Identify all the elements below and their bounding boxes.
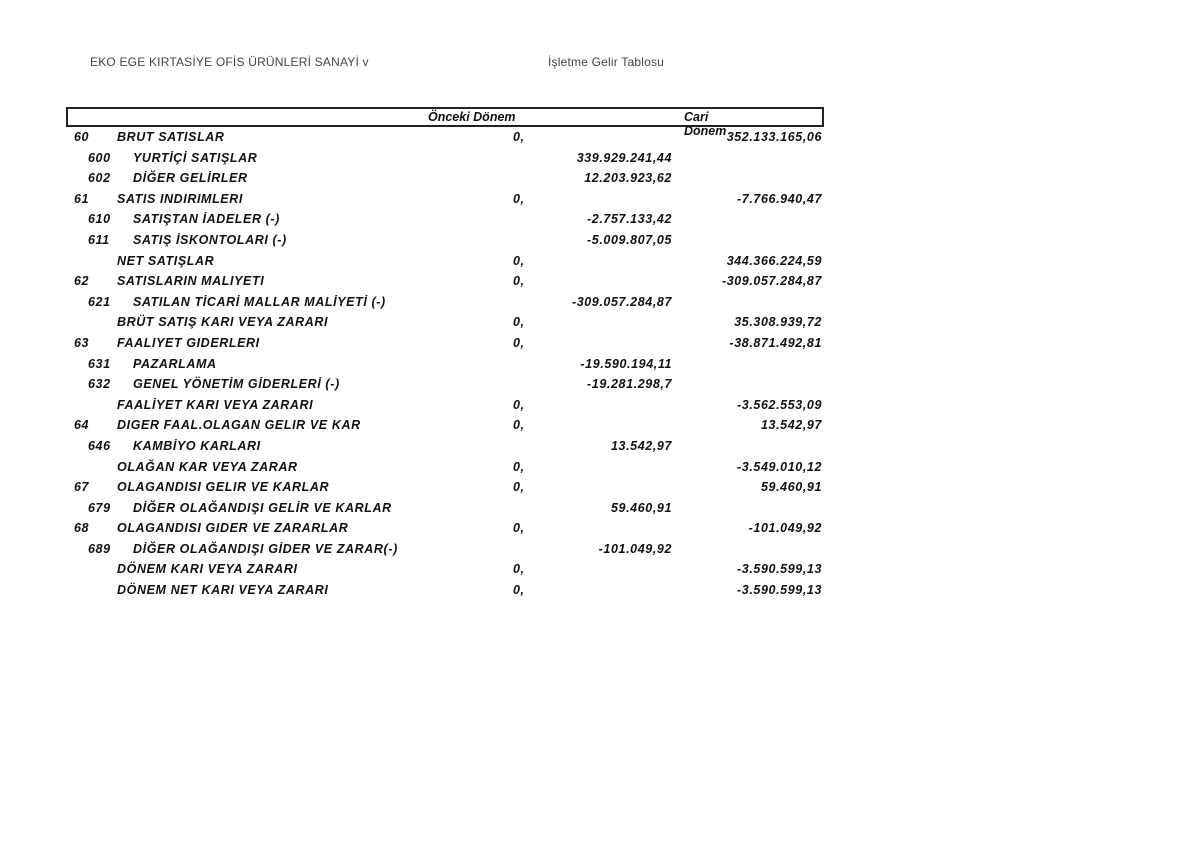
account-code: 60 (74, 130, 90, 144)
account-label: DİĞER OLAĞANDIŞI GİDER VE ZARAR(-) (133, 541, 398, 556)
current-period-value: -309.057.284,87 (721, 274, 822, 289)
account-label: FAALIYET GIDERLERI (117, 335, 260, 350)
account-label: FAALİYET KARI VEYA ZARARI (117, 397, 314, 412)
current-period-value: 13.542,97 (760, 418, 822, 433)
table-row (0, 355, 1200, 376)
previous-period-value: 0, (513, 521, 525, 536)
previous-period-value: 0, (513, 459, 525, 474)
previous-period-value: 0, (513, 397, 525, 412)
table-row (0, 499, 1200, 520)
sub-account-value: -2.757.133,42 (587, 212, 672, 227)
account-code: 64 (74, 418, 90, 433)
table-row (0, 293, 1200, 314)
previous-period-value: 0, (513, 274, 525, 289)
account-label: NET SATIŞLAR (117, 253, 215, 268)
account-code: 63 (74, 335, 90, 350)
current-period-value: 352.133.165,06 (726, 130, 822, 144)
table-row (0, 458, 1200, 479)
table-row (0, 313, 1200, 334)
account-label: SATISLARIN MALIYETI (117, 274, 265, 289)
table-row (0, 540, 1200, 561)
table-row (0, 334, 1200, 355)
previous-period-value: 0, (513, 335, 525, 350)
account-code: 631 (88, 356, 111, 371)
previous-period-value: 0, (513, 130, 525, 144)
sub-account-value: -5.009.807,05 (587, 232, 672, 247)
table-row (0, 560, 1200, 581)
table-row (0, 478, 1200, 499)
account-label: DÖNEM NET KARI VEYA ZARARI (117, 583, 329, 598)
account-label: SATIŞTAN İADELER (-) (133, 212, 280, 227)
income-statement-rows (0, 128, 1200, 602)
account-label: SATIS INDIRIMLERI (117, 191, 243, 206)
current-period-value: -38.871.492,81 (729, 335, 822, 350)
account-code: 689 (88, 541, 111, 556)
previous-period-value: 0, (513, 253, 525, 268)
current-period-value: -3.590.599,13 (737, 583, 822, 598)
account-label: PAZARLAMA (133, 356, 217, 371)
table-row (0, 396, 1200, 417)
current-period-value: -7.766.940,47 (737, 191, 822, 206)
account-label: SATIŞ İSKONTOLARI (-) (133, 232, 287, 247)
account-label: OLAGANDISI GIDER VE ZARARLAR (117, 521, 349, 536)
account-label: DÖNEM KARI VEYA ZARARI (117, 562, 298, 577)
account-code: 62 (74, 274, 90, 289)
previous-period-value: 0, (513, 315, 525, 330)
account-code: 679 (88, 500, 111, 515)
current-period-value: -3.590.599,13 (737, 562, 822, 577)
current-period-value: -3.549.010,12 (737, 459, 822, 474)
account-code: 61 (74, 191, 90, 206)
sub-account-value: 339.929.241,44 (576, 150, 672, 165)
table-row (0, 252, 1200, 273)
table-row (0, 581, 1200, 602)
sub-account-value: -101.049,92 (598, 541, 672, 556)
account-code: 646 (88, 438, 111, 453)
company-name: EKO EGE KIRTASİYE OFİS ÜRÜNLERİ SANAYİ v (90, 55, 369, 69)
table-row (0, 375, 1200, 396)
current-period-value: -101.049,92 (748, 521, 822, 536)
sub-account-value: -19.281.298,7 (587, 377, 672, 392)
account-label: DIGER FAAL.OLAGAN GELIR VE KAR (117, 418, 361, 433)
account-code: 621 (88, 294, 111, 309)
account-label: DİĞER GELİRLER (133, 171, 248, 186)
current-period-value: 59.460,91 (760, 480, 822, 495)
table-row (0, 149, 1200, 170)
account-label: BRUT SATISLAR (117, 130, 225, 144)
account-code: 600 (88, 150, 111, 165)
table-row (0, 169, 1200, 190)
previous-period-value: 0, (513, 583, 525, 598)
table-row (0, 416, 1200, 437)
account-label: BRÜT SATIŞ KARI VEYA ZARARI (117, 315, 329, 330)
previous-period-value: 0, (513, 191, 525, 206)
table-row (0, 437, 1200, 458)
account-label: KAMBİYO KARLARI (133, 438, 261, 453)
table-row (0, 210, 1200, 231)
sub-account-value: 59.460,91 (610, 500, 672, 515)
previous-period-header: Önceki Dönem (428, 110, 516, 124)
sub-account-value: -309.057.284,87 (571, 294, 672, 309)
table-row (0, 231, 1200, 252)
previous-period-value: 0, (513, 418, 525, 433)
account-code: 602 (88, 171, 111, 186)
account-code: 632 (88, 377, 111, 392)
account-label: OLAĞAN KAR VEYA ZARAR (117, 459, 298, 474)
account-label: OLAGANDISI GELIR VE KARLAR (117, 480, 330, 495)
current-period-value: -3.562.553,09 (737, 397, 822, 412)
account-code: 610 (88, 212, 111, 227)
account-label: GENEL YÖNETİM GİDERLERİ (-) (133, 377, 340, 392)
account-label: SATILAN TİCARİ MALLAR MALİYETİ (-) (133, 294, 386, 309)
sub-account-value: -19.590.194,11 (580, 356, 672, 371)
table-row (0, 272, 1200, 293)
account-label: YURTİÇİ SATIŞLAR (133, 150, 258, 165)
table-row (0, 519, 1200, 540)
account-code: 68 (74, 521, 90, 536)
table-row (0, 190, 1200, 211)
column-header-box: Önceki Dönem Cari Dönem (66, 107, 824, 127)
sub-account-value: 13.542,97 (610, 438, 672, 453)
account-label: DİĞER OLAĞANDIŞI GELİR VE KARLAR (133, 500, 392, 515)
sub-account-value: 12.203.923,62 (584, 171, 672, 186)
report-title: İşletme Gelir Tablosu (548, 55, 665, 69)
current-period-value: 35.308.939,72 (734, 315, 822, 330)
account-code: 67 (74, 480, 90, 495)
table-row (0, 128, 1200, 149)
account-code: 611 (88, 232, 110, 247)
previous-period-value: 0, (513, 562, 525, 577)
previous-period-value: 0, (513, 480, 525, 495)
current-period-value: 344.366.224,59 (726, 253, 822, 268)
